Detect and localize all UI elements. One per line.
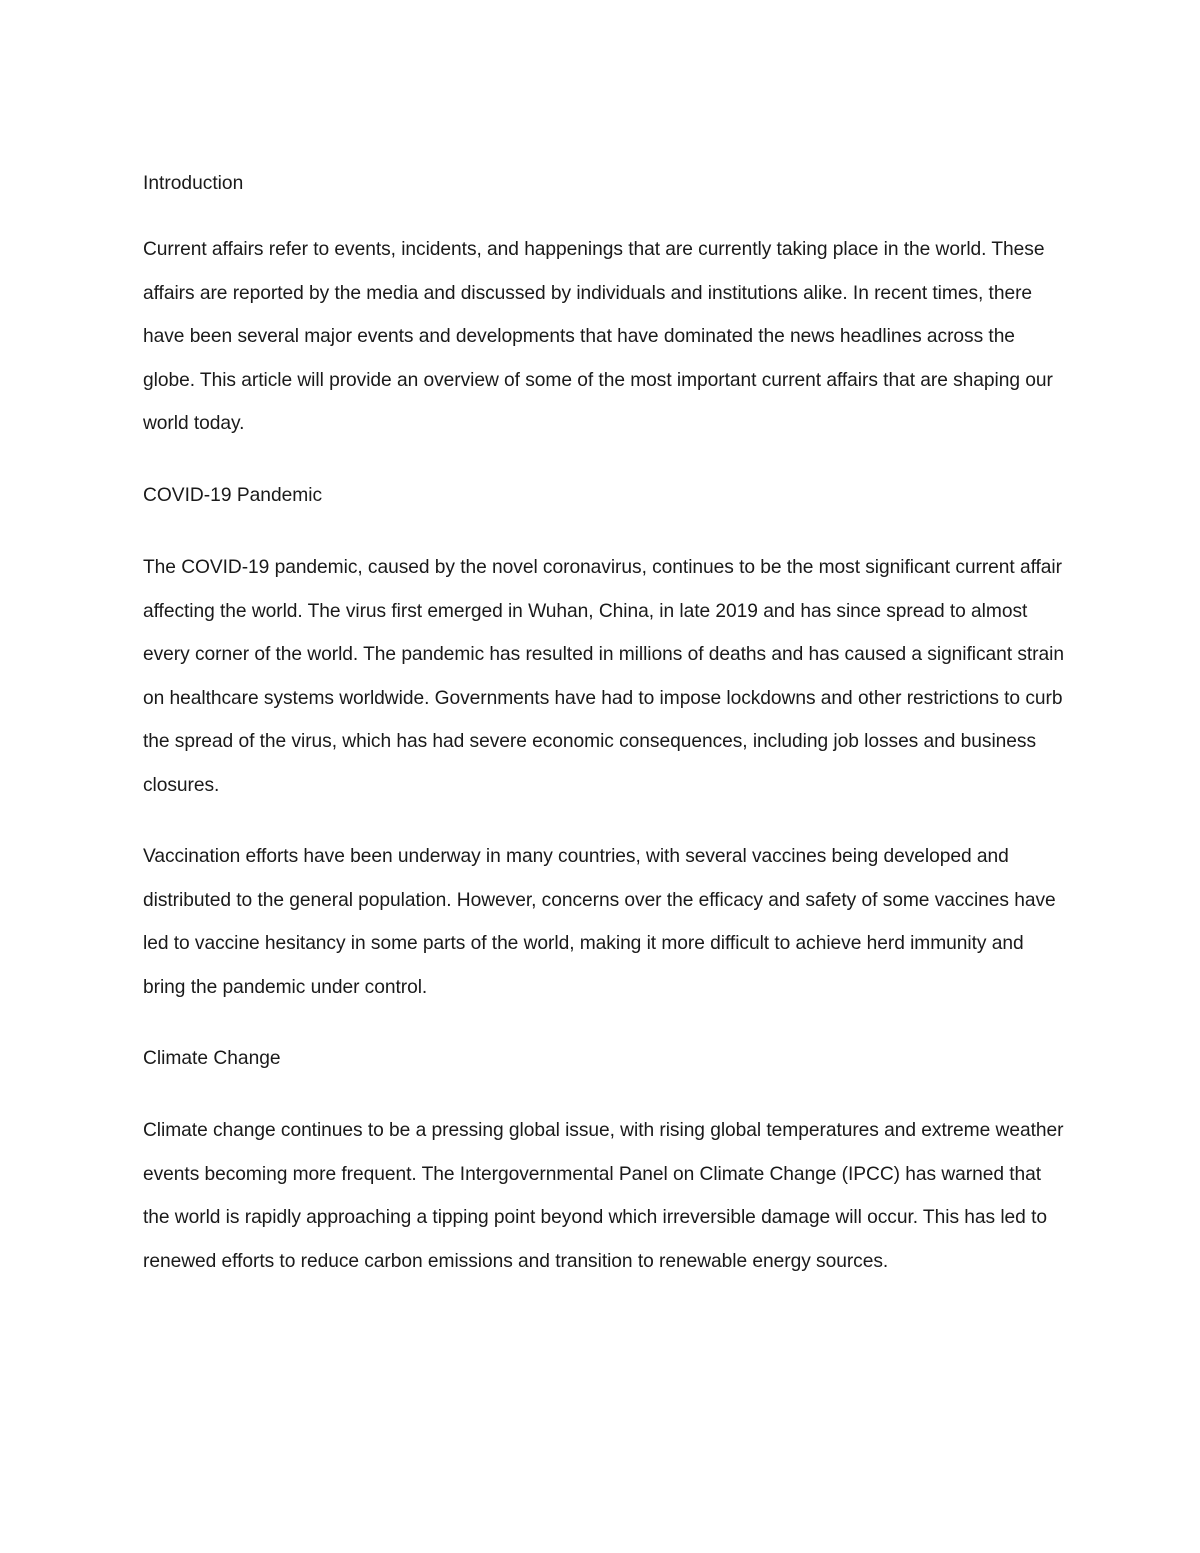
section-heading-climate-change: Climate Change	[143, 1048, 281, 1069]
section-heading-covid-19-pandemic: COVID-19 Pandemic	[143, 485, 323, 506]
section-heading-introduction: Introduction	[143, 173, 244, 194]
paragraph-covid-vaccination: Vaccination efforts have been underway in many countries, with several vaccines being developed and distributed to the general population. However, concerns over the efficacy and safety of some vaccines have led to vaccine hesitancy in some parts of the world, making it more difficult to achieve herd immunity and bring the pandemic under control.	[143, 846, 1056, 998]
paragraph-introduction: Current affairs refer to events, incidents, and happenings that are currently taking place in the world. These affairs are reported by the media and discussed by individuals and institutions alike. In recent times, there have been several major events and developments that have dominated the news headlines across the globe. This article will provide an overview of some of the most important current affairs that are shaping our world today.	[143, 239, 1053, 434]
paragraph-climate-change: Climate change continues to be a pressing global issue, with rising global temperatures and extreme weather events becoming more frequent. The Intergovernmental Panel on Climate Change (IPCC) has warned that the world is rapidly approaching a tipping point beyond which irreversible damage will occur. This has led to renewed efforts to reduce carbon emissions and transition to renewable energy sources.	[143, 1120, 1064, 1272]
paragraph-covid-overview: The COVID-19 pandemic, caused by the novel coronavirus, continues to be the most significant current affair affecting the world. The virus first emerged in Wuhan, China, in late 2019 and has since spread to almost every corner of the world. The pandemic has resulted in millions of deaths and has caused a significant strain on healthcare systems worldwide. Governments have had to impose lockdowns and other restrictions to curb the spread of the virus, which has had severe economic consequences, including job losses and business closures.	[143, 557, 1064, 796]
